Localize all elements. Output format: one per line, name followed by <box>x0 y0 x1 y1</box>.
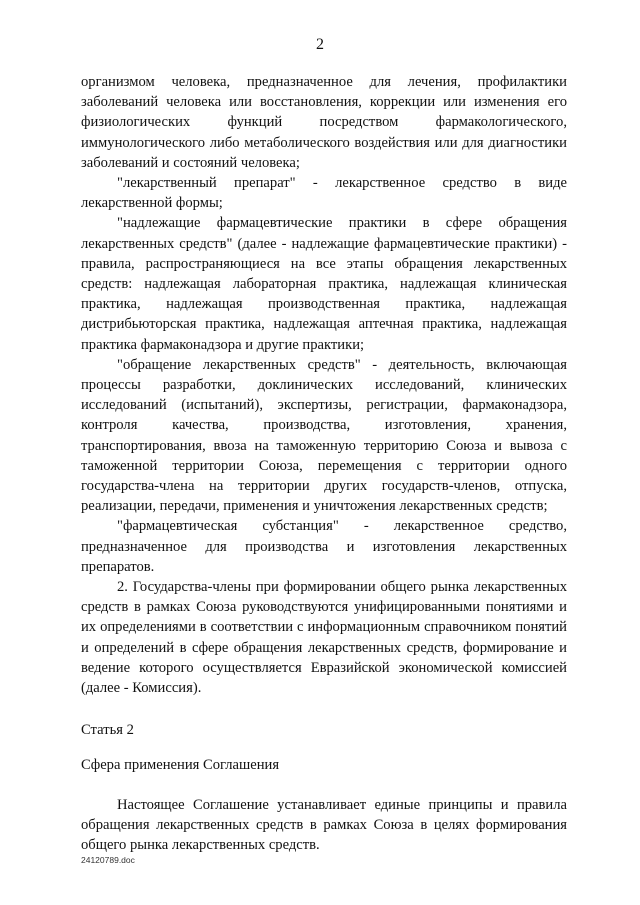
definition-paragraph: "обращение лекарственных средств" - деятельность, включающая процессы разработки, доклинических исследований, клинических исследований (испытаний), экспертизы, регистрации, фармаконадзора, контроля качества, производства, изготовления, хранения, транспортирования, ввоза на таможенную территорию Союза и вывоза с таможенной территории Союза, перемещения с территории одного государства-члена на территории других государств-членов, отпуска, реализации, передачи, применения и уничтожения лекарственных средств; <box>81 356 567 515</box>
definition-paragraph: "фармацевтическая субстанция" - лекарственное средство, предназначенное для производства и изготовления лекарственных препаратов. <box>81 518 567 575</box>
article-subtitle: Сфера применения Соглашения <box>81 756 280 773</box>
article-title: Статья 2 <box>81 722 134 739</box>
page-number: 2 <box>316 36 324 53</box>
article-text: Настоящее Соглашение устанавливает единые принципы и правила обращения лекарственных средств в рамках Союза в целях формирования общего рынка лекарственных средств. <box>81 796 567 854</box>
clause-paragraph: 2. Государства-члены при формировании общего рынка лекарственных средств в рамках Союза руководствуются унифицированными понятиями и их определениями в соответствии с информационным справочником понятий и определений в сфере обращения лекарственных средств, формирование и ведение которого осуществляется Евразийской экономической комиссией (далее - Комиссия). <box>81 579 567 697</box>
paragraph-continuation: организмом человека, предназначенное для лечения, профилактики заболеваний человека или восстановления, коррекции или изменения его физиологических функций посредством фармакологического, иммунологического либо метаболического воздействия или для диагностики заболеваний и состояний человека; <box>81 74 567 171</box>
definition-paragraph: "лекарственный препарат" - лекарственное средство в виде лекарственной формы; <box>81 175 567 212</box>
definition-paragraph: "надлежащие фармацевтические практики в сфере обращения лекарственных средств" (далее - надлежащие фармацевтические практики) - правила, распространяющиеся на все этапы обращения лекарственных средств: надлежащая лабораторная практика, надлежащая клиническая практика, надлежащая производственная практика, надлежащая дистрибьюторская практика, надлежащая аптечная практика, надлежащая практика фармаконадзора и другие практики; <box>81 215 567 353</box>
document-body <box>81 72 567 855</box>
file-name-footer: 24120789.doc <box>81 855 135 865</box>
